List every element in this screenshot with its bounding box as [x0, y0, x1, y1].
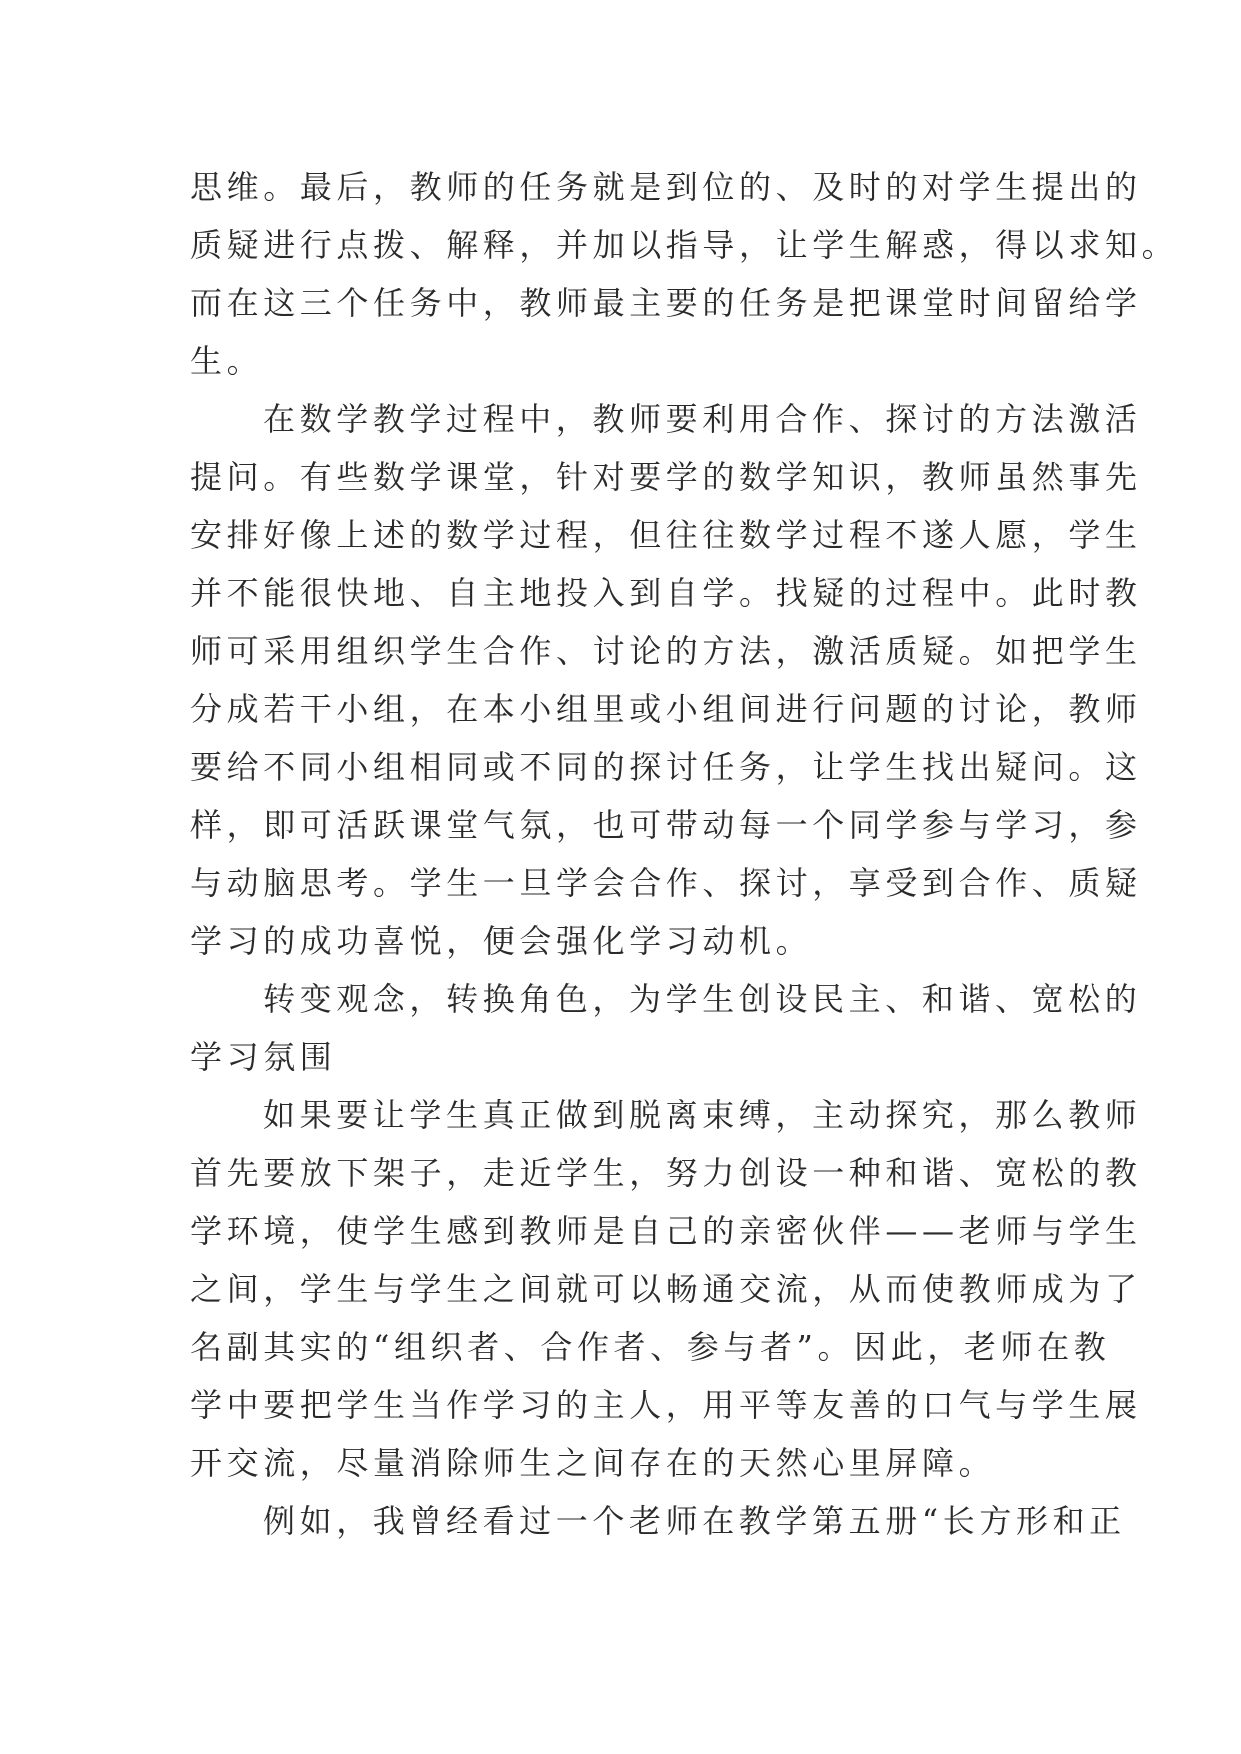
- text-line: 而在这三个任务中，教师最主要的任务是把课堂时间留给学: [190, 284, 1142, 322]
- text-line: 要给不同小组相同或不同的探讨任务，让学生找出疑问。这: [190, 748, 1142, 786]
- text-line: 首先要放下架子，走近学生，努力创设一种和谐、宽松的教: [190, 1154, 1142, 1192]
- text-line: 开交流，尽量消除师生之间存在的天然心里屏障。: [190, 1444, 996, 1482]
- text-line: 学中要把学生当作学习的主人，用平等友善的口气与学生展: [190, 1386, 1142, 1424]
- text-line: 生。: [190, 342, 264, 380]
- paragraph-first-line: 转变观念，转换角色，为学生创设民主、和谐、宽松的: [263, 980, 1142, 1018]
- text-line: 提问。有些数学课堂，针对要学的数学知识，教师虽然事先: [190, 458, 1142, 496]
- text-line: 质疑进行点拨、解释，并加以指导，让学生解惑，得以求知。: [190, 226, 1179, 264]
- text-line: 与动脑思考。学生一旦学会合作、探讨，享受到合作、质疑: [190, 864, 1142, 902]
- text-line: 思维。最后，教师的任务就是到位的、及时的对学生提出的: [190, 168, 1142, 206]
- text-line: 学习氛围: [190, 1038, 337, 1076]
- text-line: 安排好像上述的数学过程，但往往数学过程不遂人愿，学生: [190, 516, 1142, 554]
- text-line: 名副其实的“组织者、合作者、参与者”。因此，老师在教: [190, 1328, 1111, 1366]
- paragraph-first-line: 在数学教学过程中，教师要利用合作、探讨的方法激活: [263, 400, 1142, 438]
- paragraph-first-line: 如果要让学生真正做到脱离束缚，主动探究，那么教师: [263, 1096, 1142, 1134]
- body-text: [190, 158, 1179, 1550]
- text-line: 分成若干小组，在本小组里或小组间进行问题的讨论，教师: [190, 690, 1142, 728]
- paragraph-first-line: 例如，我曾经看过一个老师在教学第五册“长方形和正: [263, 1502, 1126, 1540]
- text-line: 学习的成功喜悦，便会强化学习动机。: [190, 922, 813, 960]
- text-line: 样，即可活跃课堂气氛，也可带动每一个同学参与学习，参: [190, 806, 1142, 844]
- text-line: 师可采用组织学生合作、讨论的方法，激活质疑。如把学生: [190, 632, 1142, 670]
- text-line: 学环境，使学生感到教师是自己的亲密伙伴——老师与学生: [190, 1212, 1142, 1250]
- text-line: 并不能很快地、自主地投入到自学。找疑的过程中。此时教: [190, 574, 1142, 612]
- text-line: 之间，学生与学生之间就可以畅通交流，从而使教师成为了: [190, 1270, 1142, 1308]
